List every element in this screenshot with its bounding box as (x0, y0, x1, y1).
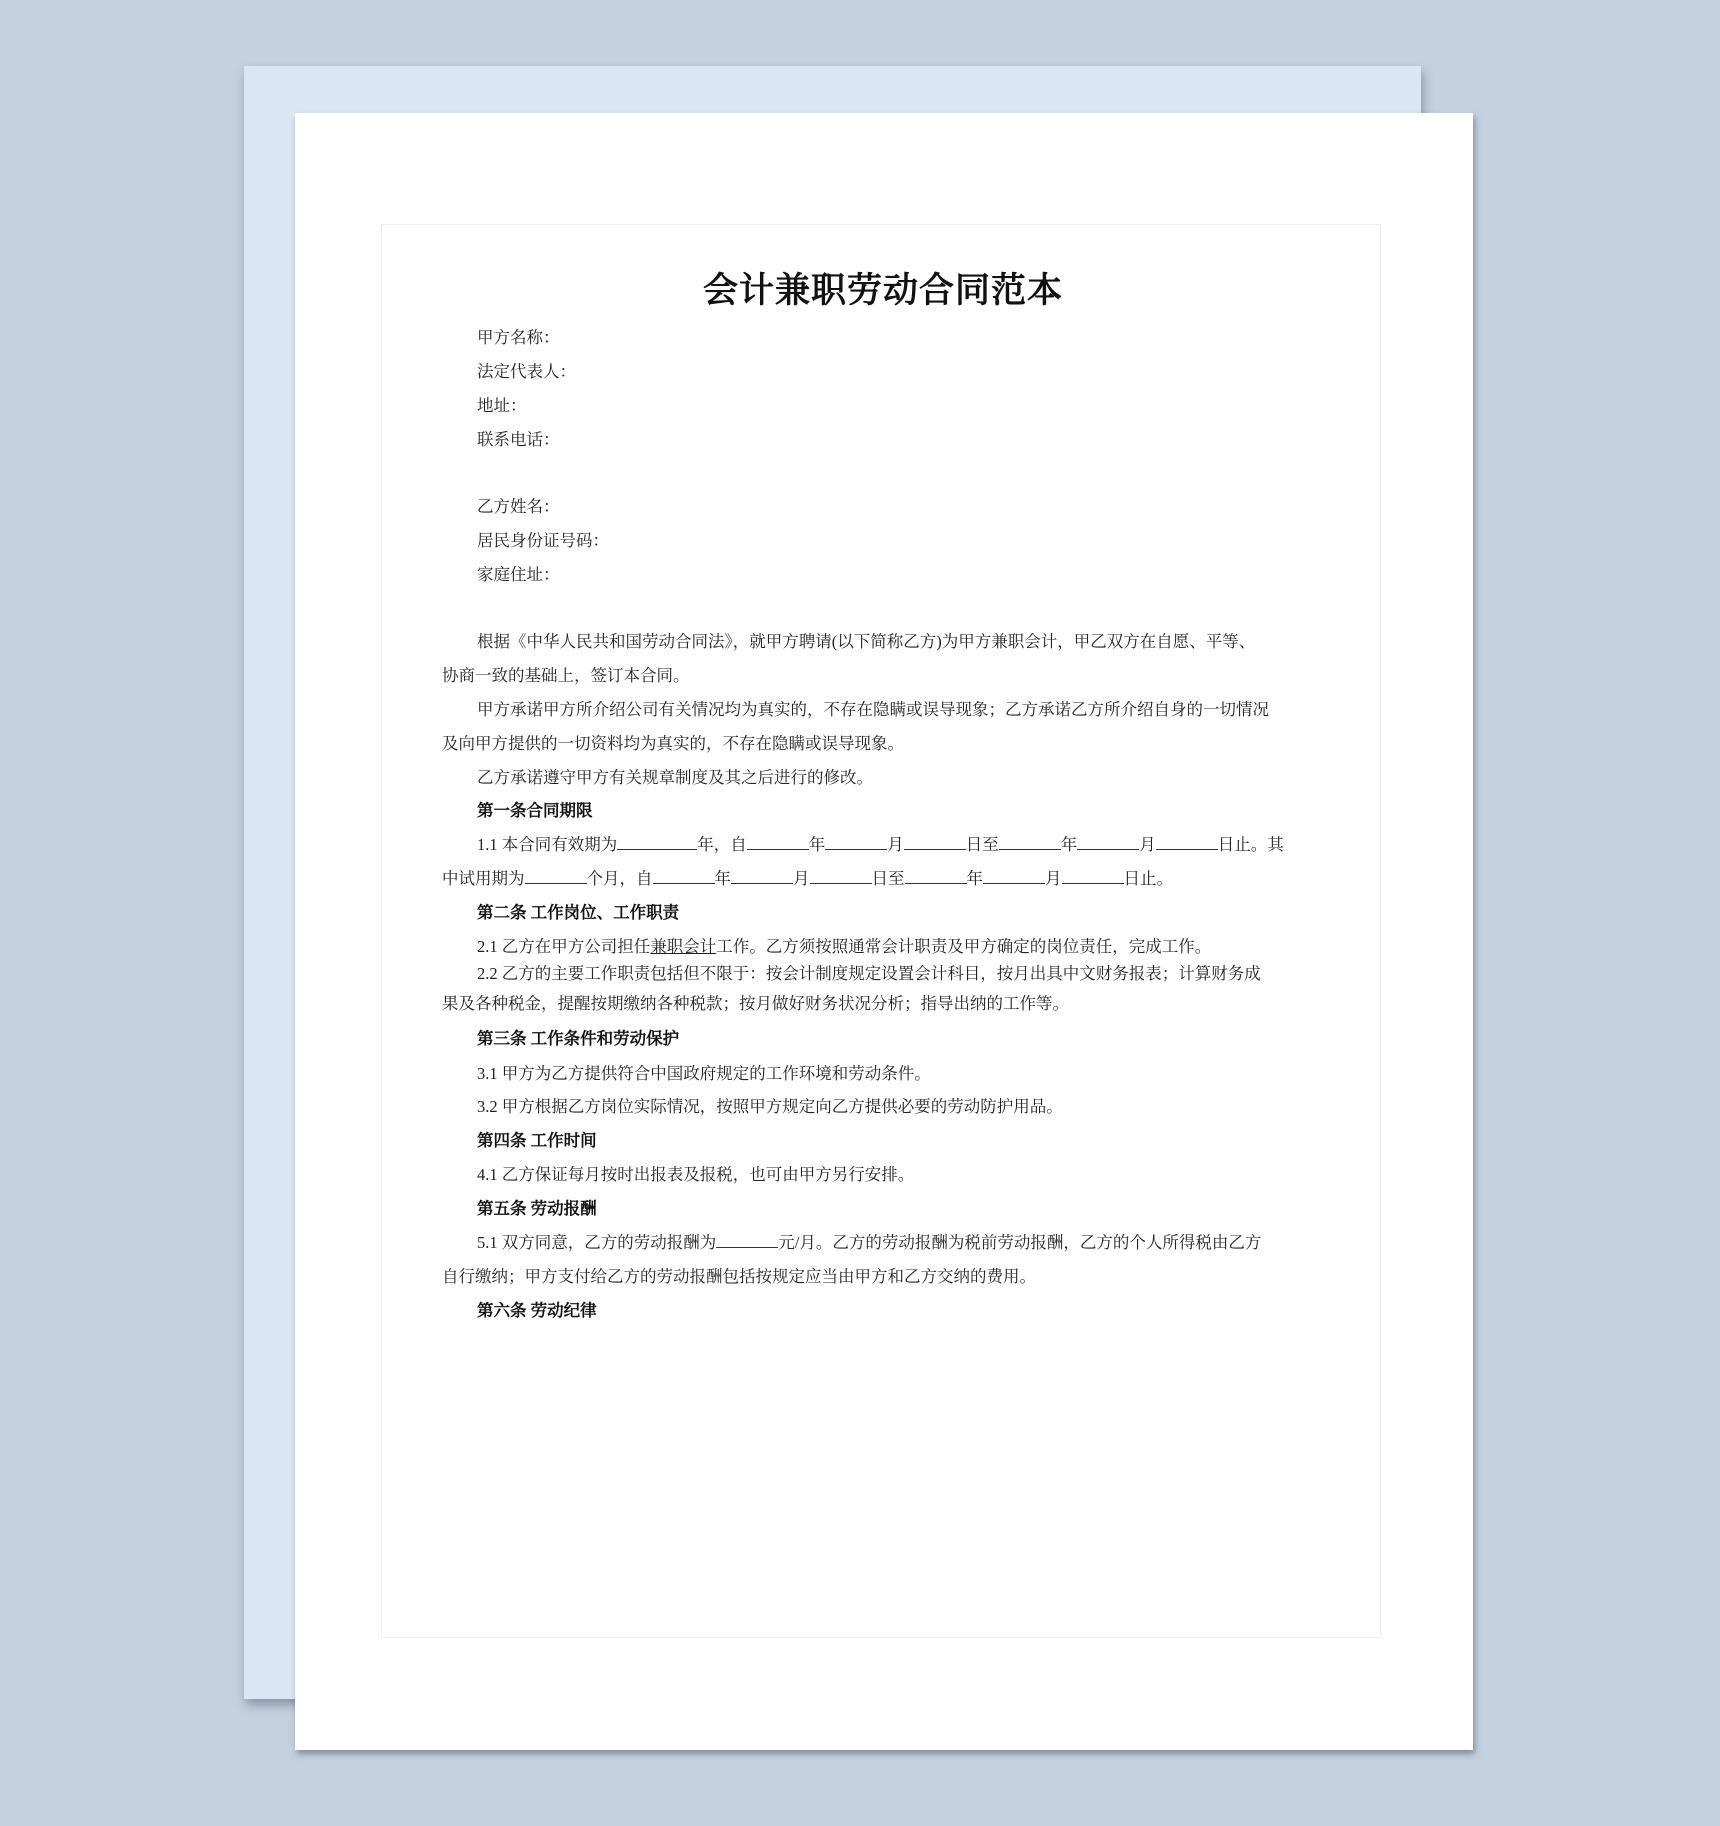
preamble-p2-line2: 及向甲方提供的一切资料均为真实的，不存在隐瞒或误导现象。 (442, 734, 904, 753)
article-5-heading: 第五条 劳动报酬 (477, 1199, 597, 1218)
probation-end-day-blank[interactable] (1062, 869, 1124, 884)
end-day-blank[interactable] (1156, 835, 1218, 850)
clause-3-2: 3.2 甲方根据乙方岗位实际情况，按照甲方规定向乙方提供必要的劳动防护用品。 (477, 1097, 1063, 1116)
party-b-name-label: 乙方姓名： (477, 497, 560, 516)
salary-amount-blank[interactable] (716, 1233, 778, 1248)
clause-2-2-line1: 2.2 乙方的主要工作职责包括但不限于：按会计制度规定设置会计科目，按月出具中文财务报表；计算财务成 (477, 964, 1261, 983)
probation-end-month-blank[interactable] (983, 869, 1045, 884)
probation-start-day-blank[interactable] (810, 869, 872, 884)
clause-1-1-line2: 中试用期为 个月，自 年 月 日至 年 月 日止。 (442, 869, 1173, 888)
clause-2-1: 2.1 乙方在甲方公司担任兼职会计工作。乙方须按照通常会计职责及甲方确定的岗位责任，完成工作。 (477, 937, 1212, 956)
start-month-blank[interactable] (825, 835, 887, 850)
probation-start-month-blank[interactable] (731, 869, 793, 884)
clause-5-1-line1: 5.1 双方同意，乙方的劳动报酬为 元/月。乙方的劳动报酬为税前劳动报酬，乙方的个人所得税由乙方 (477, 1233, 1262, 1252)
clause-2-2-line2: 果及各种税金，提醒按期缴纳各种税款；按月做好财务状况分析；指导出纳的工作等。 (442, 994, 1069, 1013)
article-6-heading: 第六条 劳动纪律 (477, 1301, 597, 1320)
probation-end-year-blank[interactable] (905, 869, 967, 884)
article-4-heading: 第四条 工作时间 (477, 1131, 597, 1150)
article-2-heading: 第二条 工作岗位、工作职责 (477, 903, 680, 922)
party-a-name-label: 甲方名称： (477, 328, 560, 347)
party-a-phone-label: 联系电话： (477, 430, 560, 449)
party-b-home-label: 家庭住址： (477, 565, 560, 584)
probation-months-blank[interactable] (525, 869, 587, 884)
probation-start-year-blank[interactable] (653, 869, 715, 884)
start-year-blank[interactable] (747, 835, 809, 850)
preamble-p1-line2: 协商一致的基础上，签订本合同。 (442, 666, 690, 685)
document-title: 会计兼职劳动合同范本 (702, 271, 1063, 311)
document-page (295, 113, 1473, 1750)
term-years-blank[interactable] (617, 835, 697, 850)
end-month-blank[interactable] (1077, 835, 1139, 850)
preamble-p3: 乙方承诺遵守甲方有关规章制度及其之后进行的修改。 (477, 768, 873, 787)
clause-5-1-line2: 自行缴纳；甲方支付给乙方的劳动报酬包括按规定应当由甲方和乙方交纳的费用。 (442, 1267, 1036, 1286)
preamble-p1-line1: 根据《中华人民共和国劳动合同法》，就甲方聘请(以下简称乙方)为甲方兼职会计，甲乙双方在自愿、平等、 (477, 632, 1256, 651)
article-1-heading: 第一条合同期限 (477, 801, 593, 820)
position-underlined: 兼职会计 (650, 937, 717, 956)
party-b-id-label: 居民身份证号码： (477, 531, 609, 550)
preamble-p2-line1: 甲方承诺甲方所介绍公司有关情况均为真实的，不存在隐瞒或误导现象；乙方承诺乙方所介绍自身的一切情况 (477, 700, 1269, 719)
clause-1-1-line1: 1.1 本合同有效期为 年，自 年 月 日至 年 月 日止。其 (477, 835, 1284, 854)
party-a-address-label: 地址： (477, 396, 527, 415)
clause-3-1: 3.1 甲方为乙方提供符合中国政府规定的工作环境和劳动条件。 (477, 1064, 931, 1083)
article-3-heading: 第三条 工作条件和劳动保护 (477, 1029, 680, 1048)
party-a-rep-label: 法定代表人： (477, 362, 576, 381)
clause-4-1: 4.1 乙方保证每月按时出报表及报税，也可由甲方另行安排。 (477, 1165, 915, 1184)
start-day-blank[interactable] (904, 835, 966, 850)
end-year-blank[interactable] (999, 835, 1061, 850)
